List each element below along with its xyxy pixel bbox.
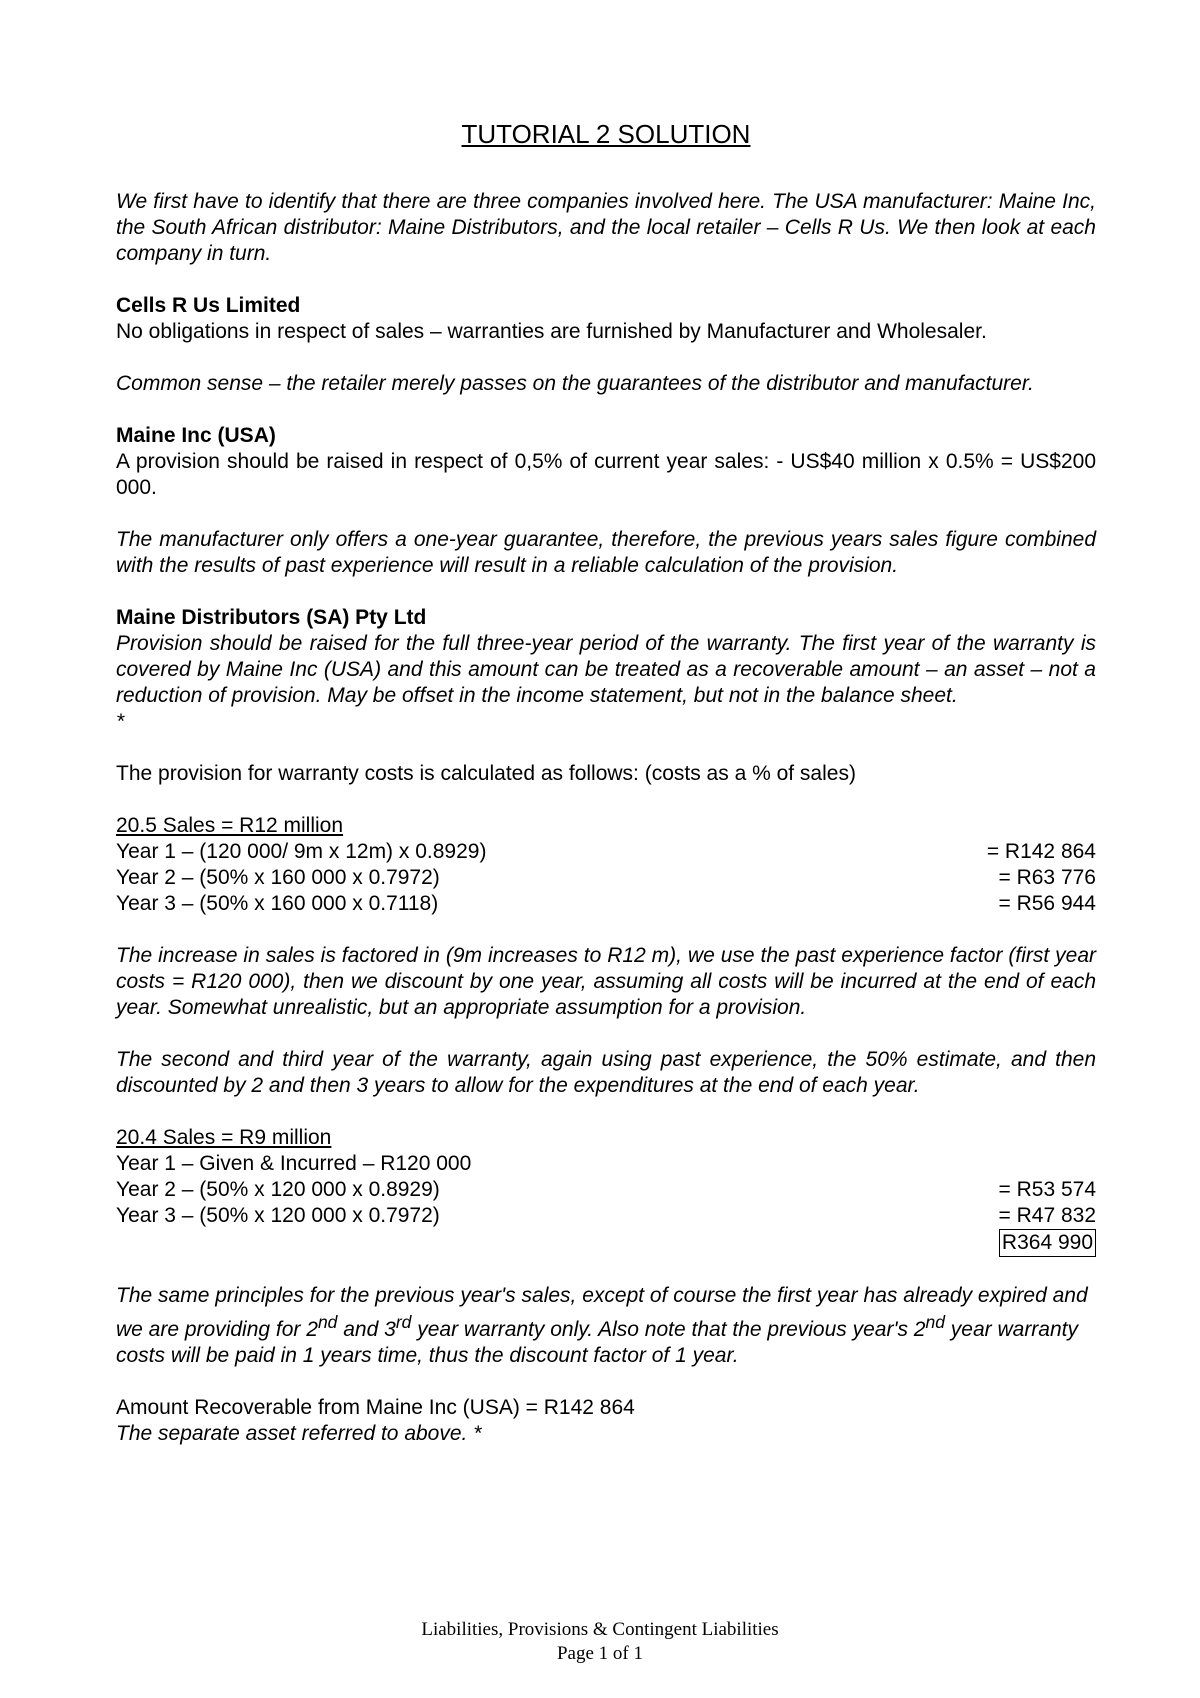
calc-amount: = R53 574: [998, 1178, 1096, 1201]
section-maine-usa: [116, 423, 1096, 579]
section-note: Common sense – the retailer merely passes on the guarantees of the distributor and manufacturer.: [116, 372, 1034, 395]
page-footer: [0, 1618, 1200, 1666]
section-note: Provision should be raised for the full three-year period of the warranty. The first year of the warranty is covered by Maine Inc (USA) and this amount can be treated as a recoverable amount – an asset – not a reduction of provision. May be offset in the income statement, but not in the balance sheet.: [116, 632, 1096, 707]
asterisk-marker: *: [116, 710, 125, 733]
calc-label: Year 3 – (50% x 120 000 x 0.7972): [116, 1204, 440, 1227]
calc-row: [116, 865, 1096, 891]
page-title: TUTORIAL 2 SOLUTION: [461, 119, 751, 149]
calc-total-row: [116, 1229, 1096, 1257]
section-cells-r-us: [116, 293, 1096, 397]
calc-amount: = R56 944: [992, 892, 1096, 915]
calc-amount: = R142 864: [986, 840, 1096, 863]
calc-heading: 20.5 Sales = R12 million: [116, 814, 344, 837]
calc-heading: 20.4 Sales = R9 million: [116, 1126, 332, 1149]
calc-label: Year 2 – (50% x 160 000 x 0.7972): [116, 866, 440, 889]
calc-row: [116, 1203, 1096, 1229]
intro-paragraph: We first have to identify that there are three companies involved here. The USA manufacturer: Maine Inc, the South African distributor: Maine Distributors, and the local retailer – Cells R Us. We then look at each company in turn.: [116, 190, 1096, 265]
section-text: No obligations in respect of sales – warranties are furnished by Manufacturer and Wholesaler.: [116, 320, 987, 343]
calc-total: R364 990: [999, 1229, 1096, 1257]
calc-label: Year 3 – (50% x 160 000 x 0.7118): [116, 892, 439, 915]
explanation-paragraph: The same principles for the previous year's sales, except of course the first year has already expired and we are providing for 2nd and 3rd year warranty only. Also note that the previous year's 2nd year warranty costs will be paid in 1 years time, thus the discount factor of 1 year.: [116, 1284, 1088, 1367]
calc-row: [116, 1177, 1096, 1203]
calc-label: Year 1 – (120 000/ 9m x 12m) x 0.8929): [116, 840, 487, 863]
calc-amount: = R47 832: [998, 1204, 1096, 1227]
calc-amount: = R63 776: [992, 866, 1096, 889]
explanation-paragraph: The increase in sales is factored in (9m increases to R12 m), we use the past experience factor (first year costs = R120 000), then we discount by one year, assuming all costs will be incurred at the end of each year. Somewhat unrealistic, but an appropriate assumption for a provision.: [116, 944, 1096, 1019]
explanation-paragraph: The second and third year of the warranty, again using past experience, the 50% estimate, and then discounted by 2 and then 3 years to allow for the expenditures at the end of each year.: [116, 1048, 1096, 1097]
calculation-intro: The provision for warranty costs is calculated as follows: (costs as a % of sales): [116, 762, 856, 785]
section-note: The manufacturer only offers a one-year guarantee, therefore, the previous years sales figure combined with the results of past experience will result in a reliable calculation of the provision.: [116, 528, 1096, 577]
section-heading: Maine Inc (USA): [116, 424, 276, 447]
calc-label: Year 2 – (50% x 120 000 x 0.8929): [116, 1178, 440, 1201]
recoverable-note: The separate asset referred to above. *: [116, 1422, 482, 1445]
section-maine-distributors: [116, 605, 1096, 735]
recoverable-amount: Amount Recoverable from Maine Inc (USA) = R142 864: [116, 1396, 635, 1419]
calculation-sales-20-5: [116, 813, 1096, 917]
footer-title: Liabilities, Provisions & Contingent Liabilities: [421, 1619, 779, 1640]
calculation-sales-20-4: [116, 1125, 1096, 1257]
document-body: [116, 110, 1096, 1447]
calc-row: Year 1 – Given & Incurred – R120 000: [116, 1152, 472, 1175]
calc-row: [116, 891, 1096, 917]
page-number: Page 1 of 1: [556, 1643, 643, 1664]
section-heading: Maine Distributors (SA) Pty Ltd: [116, 606, 427, 629]
section-text: A provision should be raised in respect of 0,5% of current year sales: - US$40 million x 0.5% = US$200 000.: [116, 450, 1096, 499]
calc-row: [116, 839, 1096, 865]
section-heading: Cells R Us Limited: [116, 294, 301, 317]
